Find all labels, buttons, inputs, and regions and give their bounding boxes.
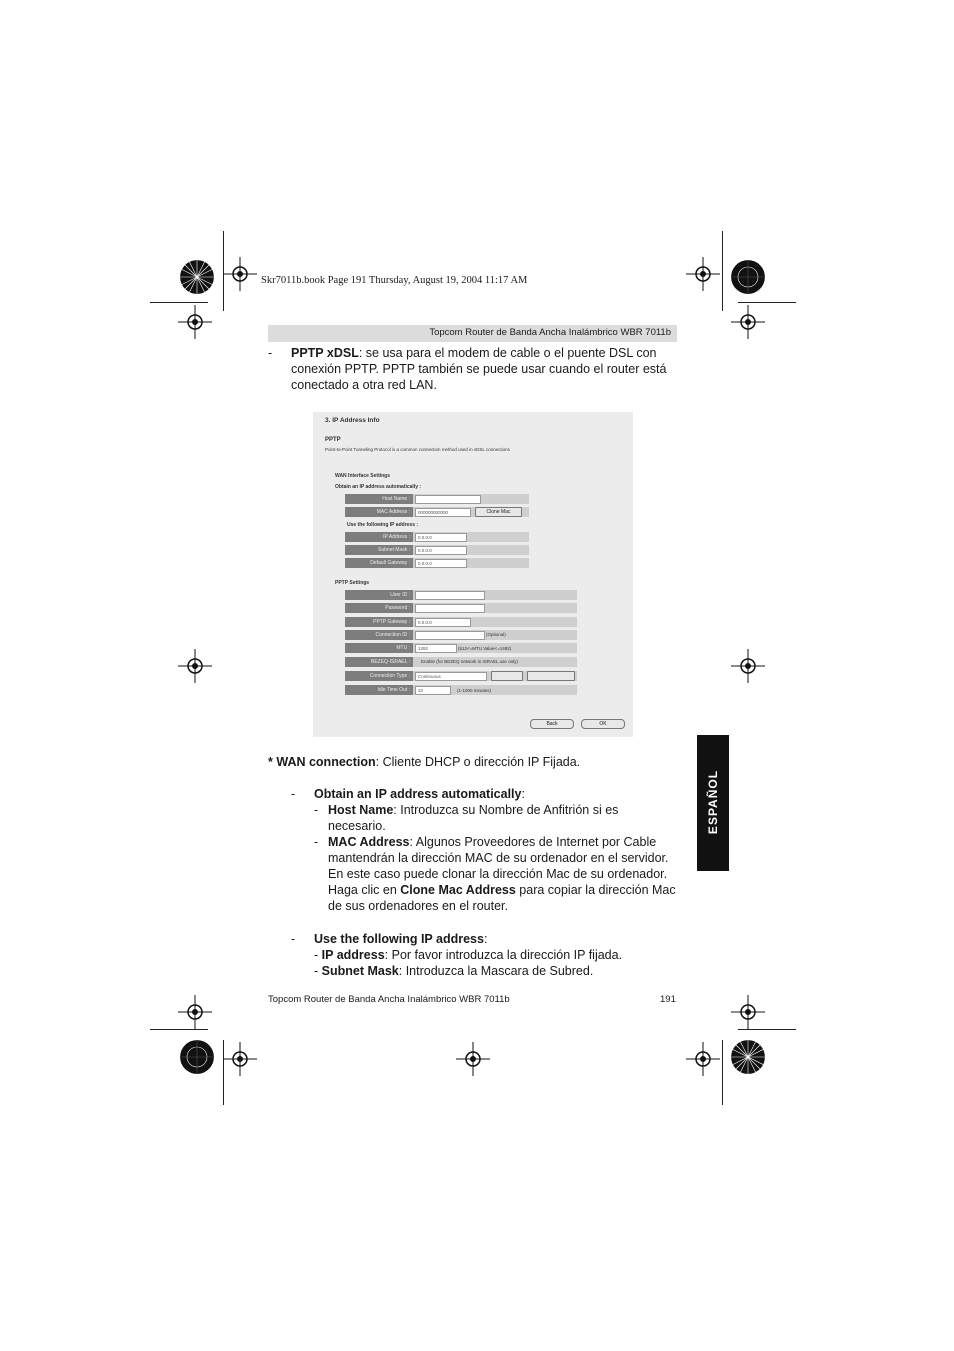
shot-pptp-settings: PPTP Settings [335, 580, 370, 586]
crop-mark [738, 302, 796, 303]
mac-label: MAC Address [328, 835, 410, 849]
bullet-dash: - [314, 803, 319, 817]
shot-idle-label: Idle Time Out : [345, 685, 413, 695]
mac-text4a: Haga clic en [328, 883, 401, 897]
shot-pptp-gateway-label: PPTP Gateway : [345, 617, 413, 627]
running-header [268, 325, 677, 342]
shot-connection-type-select[interactable]: Continuous [415, 672, 487, 681]
registration-mark-icon [686, 1042, 720, 1076]
shot-bezeq-label: BEZEQ-ISRAEL : [345, 657, 413, 667]
shot-wan-settings: WAN Interface Settings [335, 473, 391, 479]
ip-address-text: : Por favor introduzca la dirección IP fijada. [384, 948, 623, 962]
mac-text1: : Algunos Proveedores de Internet por Cable [409, 835, 657, 849]
shot-optional-note: (Optional) [486, 632, 506, 637]
star-target-icon [180, 1040, 214, 1074]
shot-use-following[interactable]: Use the following IP address : [347, 522, 419, 528]
shot-subnet-input[interactable]: 0.0.0.0 [415, 546, 467, 555]
shot-mtu-note: (512<=MTU Value<=1492) [458, 646, 512, 651]
host-text2: necesario. [328, 819, 386, 833]
shot-user-id-label: User ID : [345, 590, 413, 600]
crop-mark [150, 1029, 208, 1030]
star-target-icon [731, 260, 765, 294]
pptp-line3: conectado a otra red LAN. [291, 378, 437, 392]
shot-connection-id-input[interactable] [415, 631, 485, 640]
registration-mark-icon [223, 257, 257, 291]
ip-prefix: - [314, 948, 322, 962]
shot-back-button[interactable]: Back [530, 719, 574, 729]
shot-mac-label: MAC Address : [345, 507, 413, 517]
page-number: 191 [660, 994, 676, 1005]
registration-mark-icon [731, 649, 765, 683]
clone-mac-label: Clone Mac Address [400, 883, 516, 897]
registration-mark-icon [223, 1042, 257, 1076]
language-tab [697, 735, 729, 871]
registration-mark-icon [456, 1042, 490, 1076]
footer-title: Topcom Router de Banda Ancha Inalámbrico WBR 7011b [268, 994, 510, 1005]
shot-mac-input[interactable]: 000000000000 [415, 508, 471, 517]
crop-mark [722, 231, 723, 311]
pptp-line2: conexión PPTP. PPTP también se puede usar cuando el router está [291, 362, 667, 376]
shot-clone-mac-button[interactable]: Clone Mac [475, 507, 522, 517]
host-name-label: Host Name [328, 803, 394, 817]
shot-pptp-gateway-input[interactable]: 0.0.0.0 [415, 618, 471, 627]
shot-host-name-label: Host Name : [345, 494, 413, 504]
pptp-line1: : se usa para el modem de cable o el puente DSL con [358, 346, 657, 360]
mac-text5: de sus ordenadores en el router. [328, 899, 508, 913]
shot-ip-label: IP Address : [345, 532, 413, 542]
shot-obtain-auto[interactable]: Obtain an IP address automatically : [335, 484, 422, 490]
star-target-icon [180, 260, 214, 294]
shot-description: Point-to-Point Tunneling Protocol is a common connection method used in xDSL connections [325, 447, 510, 452]
registration-mark-icon [178, 995, 212, 1029]
bullet-dash: - [291, 787, 296, 801]
mac-text4c: para copiar la dirección Mac [515, 883, 676, 897]
shot-subnet-label: Subnet Mask : [345, 545, 413, 555]
mac-text3: En este caso puede clonar la dirección Mac de su ordenador. [328, 867, 668, 881]
shot-gateway-label: Default Gateway : [345, 558, 413, 568]
shot-password-input[interactable] [415, 604, 485, 613]
star-target-icon [731, 1040, 765, 1074]
subnet-mask-label: Subnet Mask [321, 964, 399, 978]
shot-gateway-input[interactable]: 0.0.0.0 [415, 559, 467, 568]
shot-ip-input[interactable]: 0.0.0.0 [415, 533, 467, 542]
wan-text: : Cliente DHCP o dirección IP Fijada. [375, 755, 581, 769]
bullet-dash: - [291, 932, 296, 946]
bullet-dash: - [268, 346, 273, 360]
pptp-label: PPTP xDSL [291, 346, 359, 360]
shot-bezeq-note[interactable]: Enable (for BEZEQ network in ISRAEL use only) [421, 659, 518, 664]
language-tab-label: ESPAÑOL [706, 769, 720, 835]
shot-user-id-input[interactable] [415, 591, 485, 600]
shot-idle-note: (1-1000 minutes) [457, 688, 492, 693]
use-following-label: Use the following IP address [314, 932, 484, 946]
wan-label: * WAN connection [268, 755, 376, 769]
print-slug: Skr7011b.book Page 191 Thursday, August 19, 2004 11:17 AM [261, 275, 528, 286]
crop-mark [722, 1040, 723, 1105]
shot-disconnect-button[interactable] [527, 671, 575, 681]
router-screenshot [313, 412, 633, 737]
shot-connect-button[interactable] [491, 671, 523, 681]
shot-host-name-input[interactable] [415, 495, 481, 504]
bullet-dash: - [314, 835, 319, 849]
obtain-section [268, 786, 688, 914]
shot-section: PPTP [325, 437, 341, 443]
ip-address-label: IP address [321, 948, 385, 962]
obtain-colon: : [521, 787, 525, 801]
shot-mtu-label: MTU : [345, 643, 413, 653]
registration-mark-icon [178, 649, 212, 683]
pptp-paragraph [268, 345, 688, 393]
subnet-mask-text: : Introduzca la Mascara de Subred. [398, 964, 594, 978]
crop-mark [150, 302, 208, 303]
shot-mtu-input[interactable]: 1392 [415, 644, 457, 653]
use-following-section [268, 931, 688, 979]
registration-mark-icon [178, 305, 212, 339]
shot-ok-button[interactable]: OK [581, 719, 625, 729]
subnet-prefix: - [314, 964, 322, 978]
registration-mark-icon [731, 995, 765, 1029]
registration-mark-icon [686, 257, 720, 291]
wan-connection [268, 754, 688, 770]
use-following-colon: : [483, 932, 488, 946]
mac-text2: mantendrán la dirección MAC de su ordenador en el servidor. [328, 851, 669, 865]
header-title: Topcom Router de Banda Ancha Inalámbrico WBR 7011b [429, 327, 671, 338]
host-text1: : Introduzca su Nombre de Anfitrión si es [393, 803, 619, 817]
shot-connection-id-label: Connection ID : [345, 630, 413, 640]
registration-mark-icon [731, 305, 765, 339]
shot-password-label: Password : [345, 603, 413, 613]
shot-title: 3. IP Address Info [325, 417, 380, 424]
crop-mark [738, 1029, 796, 1030]
shot-idle-input[interactable]: 10 [415, 686, 451, 695]
shot-connection-type-label: Connection Type : [345, 671, 413, 681]
obtain-label: Obtain an IP address automatically [314, 787, 522, 801]
